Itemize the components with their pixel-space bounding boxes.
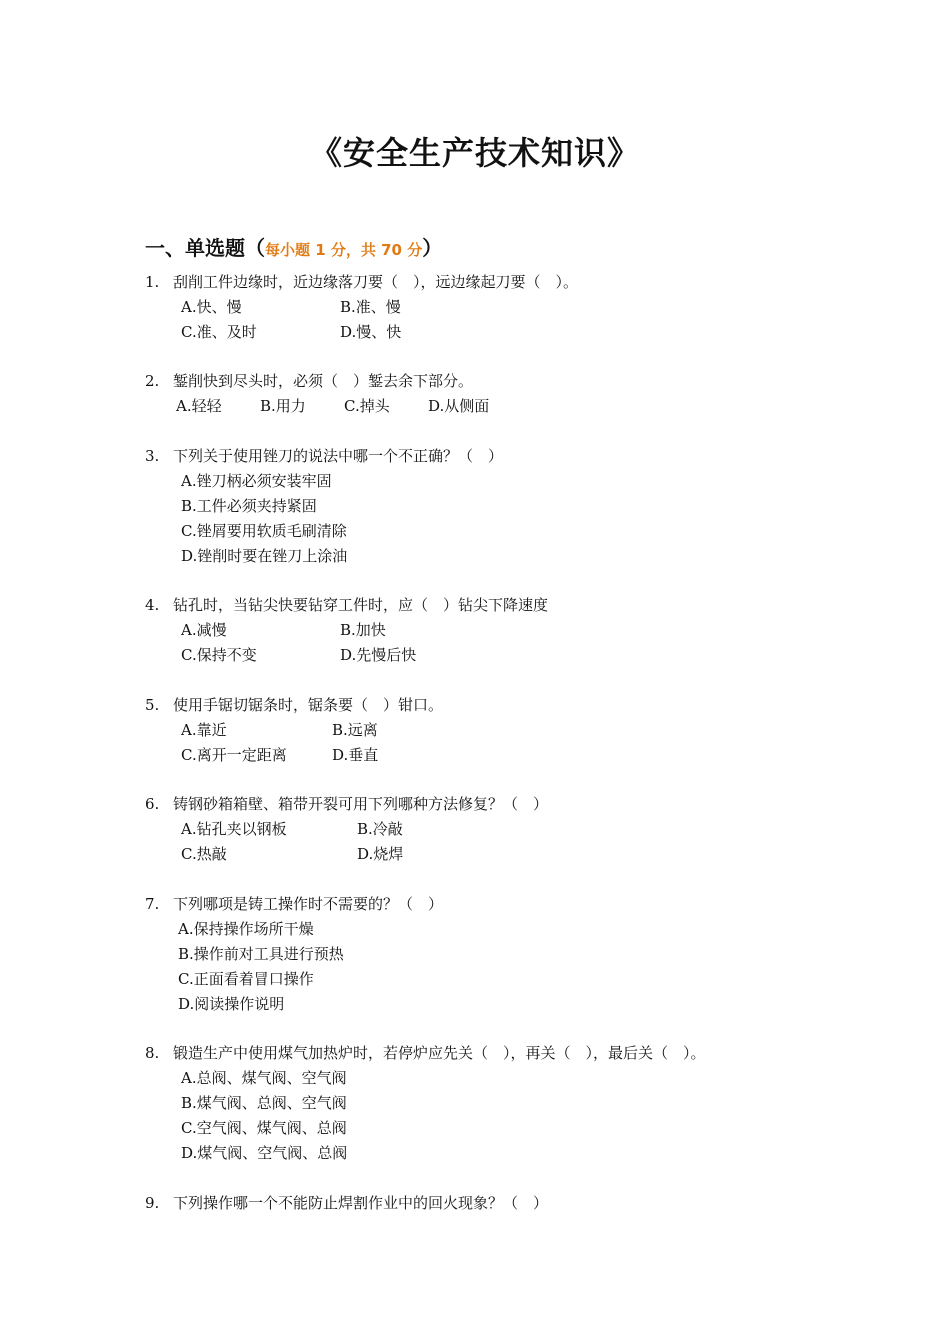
section-paren-open: （ [245,236,265,260]
question-2 [145,369,473,394]
section-title: 一、单选题 [145,236,245,260]
option-d: D.锉削时要在锉刀上涂油 [181,547,348,565]
question-text: 钻孔时，当钻尖快要钻穿工件时，应（ ）钻尖下降速度 [173,596,549,614]
option-d: D.烧焊 [357,845,404,863]
question-1 [145,270,578,295]
option-d: D.垂直 [332,746,379,764]
section-heading [145,232,442,261]
option-d: D.先慢后快 [340,646,417,664]
question-text: 下列操作哪一个不能防止焊割作业中的回火现象？（ ） [173,1194,549,1212]
question-number: 3. [145,447,160,465]
section-note: 每小题 1 分，共 70 分 [265,241,423,259]
question-text: 锻造生产中使用煤气加热炉时，若停炉应先关（ ），再关（ ），最后关（ ）。 [173,1044,706,1062]
question-text: 刮削工件边缘时，近边缘落刀要（ ），远边缘起刀要（ ）。 [173,273,579,291]
question-text: 使用手锯切锯条时，锯条要（ ）钳口。 [173,696,444,714]
question-number: 8. [145,1044,160,1062]
question-4 [145,593,548,618]
question-number: 1. [145,273,160,291]
option-c: C.热敲 [181,845,227,863]
option-a: A.保持操作场所干燥 [178,920,314,938]
question-number: 5. [145,696,160,714]
option-c: C.正面看着冒口操作 [178,970,314,988]
option-a: A.靠近 [181,721,227,739]
section-paren-close: ） [422,236,443,260]
option-a: A.锉刀柄必须安装牢固 [181,472,332,490]
option-c: C.锉屑要用软质毛刷清除 [181,522,347,540]
question-3 [145,444,503,469]
option-a: A.总阀、煤气阀、空气阀 [181,1069,347,1087]
option-b: B.工件必须夹持紧固 [181,497,317,515]
question-text: 錾削快到尽头时，必须（ ）錾去余下部分。 [173,372,474,390]
option-b: B.冷敲 [357,820,403,838]
question-number: 7. [145,895,160,913]
question-7 [145,892,443,917]
question-number: 2. [145,372,160,390]
option-b: B.远离 [332,721,378,739]
option-d: D.煤气阀、空气阀、总阀 [181,1144,348,1162]
option-c: C.准、及时 [181,323,257,341]
option-b: B.准、慢 [340,298,401,316]
question-text: 下列哪项是铸工操作时不需要的？（ ） [173,895,444,913]
option-b: B.用力 [260,397,306,415]
option-a: A.钻孔夹以钢板 [181,820,287,838]
page-title: 《安全生产技术知识》 [309,134,640,172]
option-c: C.离开一定距离 [181,746,287,764]
option-a: A.轻轻 [176,397,222,415]
option-b: B.煤气阀、总阀、空气阀 [181,1094,347,1112]
option-b: B.加快 [340,621,386,639]
question-5 [145,693,443,718]
option-d: D.阅读操作说明 [178,995,285,1013]
question-number: 9. [145,1194,160,1212]
question-9 [145,1191,548,1216]
question-text: 下列关于使用锉刀的说法中哪一个不正确？（ ） [173,447,504,465]
question-number: 4. [145,596,160,614]
question-text: 铸钢砂箱箱壁、箱带开裂可用下列哪种方法修复？（ ） [173,795,549,813]
question-8 [145,1041,706,1066]
option-b: B.操作前对工具进行预热 [178,945,344,963]
option-a: A.减慢 [181,621,227,639]
option-a: A.快、慢 [181,298,242,316]
option-c: C.空气阀、煤气阀、总阀 [181,1119,347,1137]
option-d: D.慢、快 [340,323,402,341]
question-number: 6. [145,795,160,813]
option-c: C.掉头 [344,397,390,415]
option-d: D.从侧面 [428,397,490,415]
question-6 [145,792,548,817]
option-c: C.保持不变 [181,646,257,664]
